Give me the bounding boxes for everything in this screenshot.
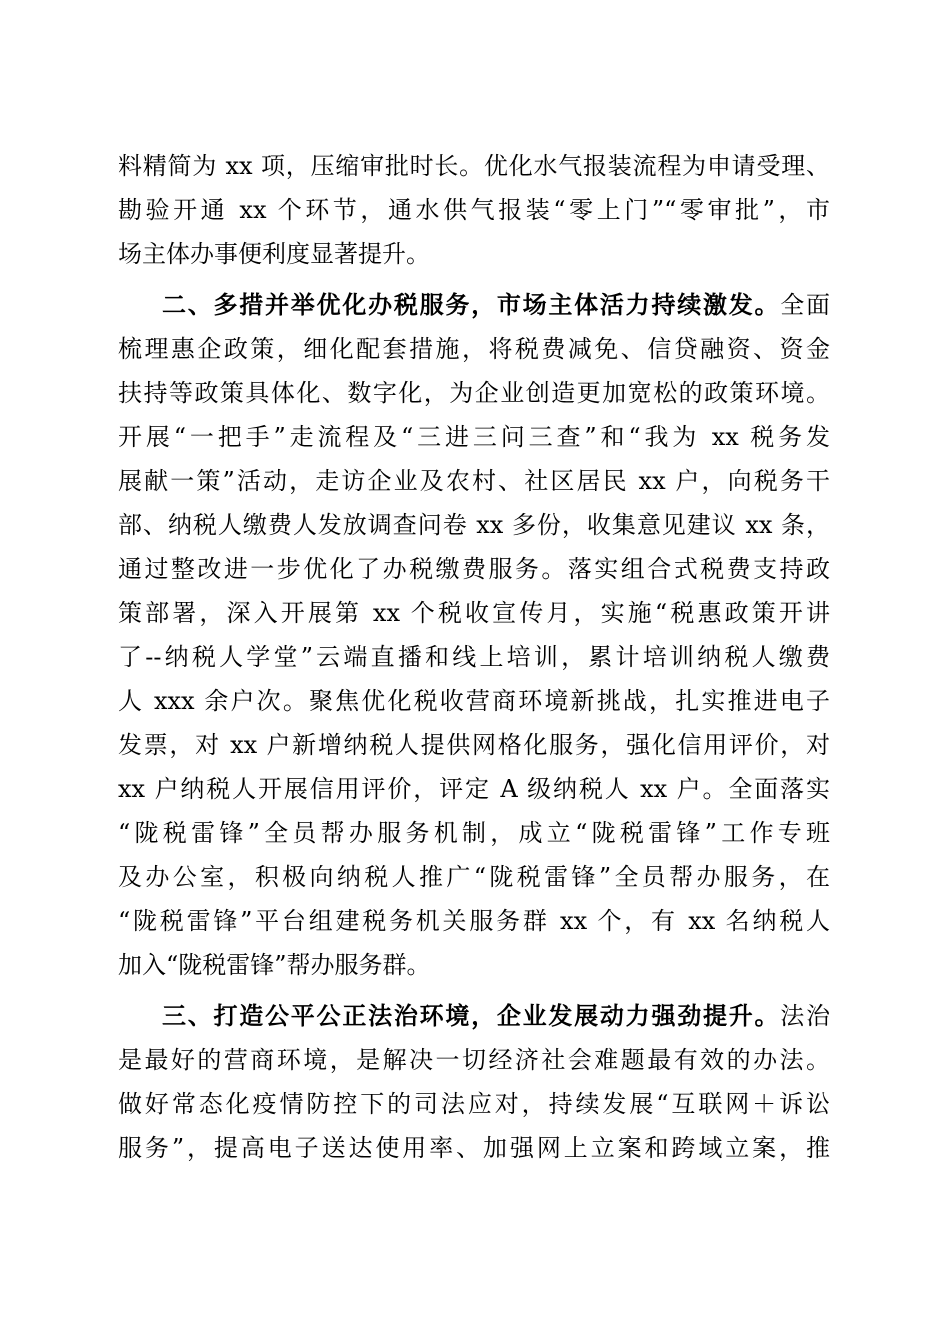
text-line: 发票，对 xx 户新增纳税人提供网格化服务，强化信用评价，对: [118, 731, 830, 759]
text-line: 人 xxx 余户次。聚焦优化税收营商环境新挑战，扎实推进电子: [118, 687, 830, 715]
text-line: “陇税雷锋”全员帮办服务机制，成立“陇税雷锋”工作专班: [118, 819, 830, 847]
section-2-heading: 二、多措并举优化办税服务，市场主体活力持续激发。: [162, 291, 781, 319]
section-3-first-line: [162, 994, 830, 1038]
text-line: 是最好的营商环境，是解决一切经济社会难题最有效的办法。: [118, 1046, 830, 1074]
text-line: 加入“陇税雷锋”帮办服务群。: [118, 951, 431, 979]
text-line: 及办公室，积极向纳税人推广“陇税雷锋”全员帮办服务，在: [118, 863, 830, 891]
text-line: 料精简为 xx 项，压缩审批时长。优化水气报装流程为申请受理、: [118, 152, 830, 180]
section-3-heading: 三、打造公平公正法治环境，企业发展动力强劲提升。: [162, 1002, 781, 1030]
text-line: 通过整改进一步优化了办税缴费服务。落实组合式税费支持政: [118, 555, 830, 583]
text-line: 开展“一把手”走流程及“三进三问三查”和“我为 xx 税务发: [118, 423, 830, 451]
text-line: “陇税雷锋”平台组建税务机关服务群 xx 个，有 xx 名纳税人: [118, 907, 830, 935]
text-line: 部、纳税人缴费人发放调查问卷 xx 多份，收集意见建议 xx 条，: [118, 511, 830, 539]
section-2-first-line: [162, 283, 830, 327]
text-line: 勘验开通 xx 个环节，通水供气报装“零上门”“零审批”，市: [118, 196, 830, 224]
text-line: 策部署，深入开展第 xx 个税收宣传月，实施“税惠政策开讲: [118, 599, 830, 627]
text-line: xx 户纳税人开展信用评价，评定 A 级纳税人 xx 户。全面落实: [118, 775, 830, 803]
text-line: 展献一策”活动，走访企业及农村、社区居民 xx 户，向税务干: [118, 467, 830, 495]
text-line: 扶持等政策具体化、数字化，为企业创造更加宽松的政策环境。: [118, 379, 830, 407]
section-2-lead: 全面: [780, 291, 831, 319]
text-line: 做好常态化疫情防控下的司法应对，持续发展“互联网＋诉讼: [118, 1090, 830, 1118]
text-line: 了--纳税人学堂”云端直播和线上培训，累计培训纳税人缴费: [118, 643, 830, 671]
section-3-lead: 法治: [780, 1002, 831, 1030]
text-line: 服务”，提高电子送达使用率、加强网上立案和跨域立案，推: [118, 1134, 830, 1162]
text-line: 场主体办事便利度显著提升。: [118, 240, 430, 268]
text-line: 梳理惠企政策，细化配套措施，将税费减免、信贷融资、资金: [118, 335, 830, 363]
